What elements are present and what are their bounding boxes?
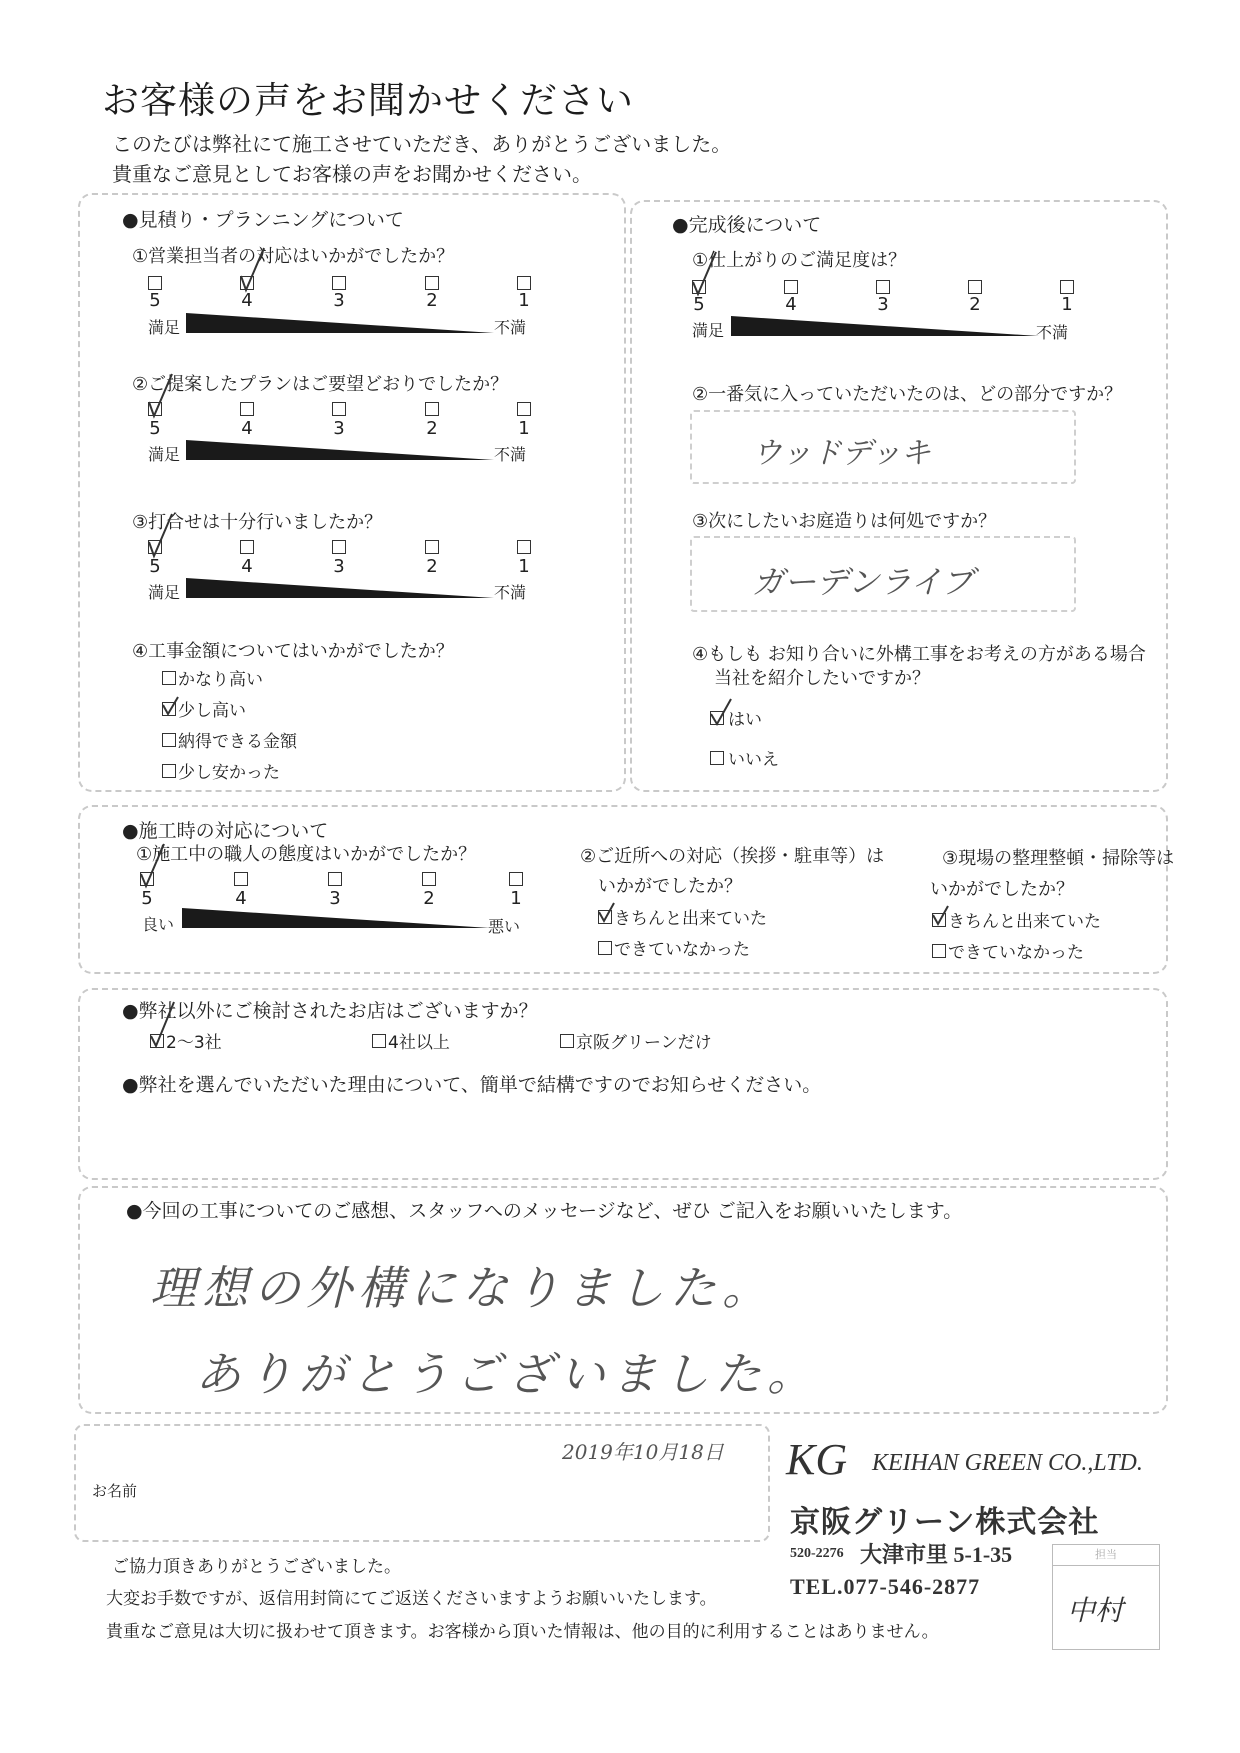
scale-num: 5 bbox=[149, 556, 161, 577]
company-postal: 520-2276 bbox=[790, 1546, 844, 1561]
scale-num: 2 bbox=[426, 556, 438, 577]
reason-heading: ●弊社を選んでいただいた理由について、簡単で結構ですのでお知らせください。 bbox=[122, 1074, 822, 1096]
staff-stamp-box bbox=[1052, 1544, 1160, 1650]
scale-num: 4 bbox=[241, 556, 253, 577]
scale-num: 4 bbox=[785, 294, 797, 315]
referral-option-label: はい bbox=[728, 710, 762, 730]
construction-q1-checkbox-1[interactable] bbox=[509, 872, 523, 886]
after-q1-checkbox-1[interactable] bbox=[1060, 280, 1074, 294]
other-option-checkbox[interactable] bbox=[560, 1034, 574, 1048]
construction-q1: ①施工中の職人の態度はいかがでしたか？ bbox=[136, 844, 477, 865]
scale-num: 5 bbox=[141, 888, 153, 909]
referral-option-label: いいえ bbox=[728, 750, 779, 770]
estimate-q3-checkbox-1[interactable] bbox=[517, 540, 531, 554]
footer-line-1: ご協力頂きありがとうございました。 bbox=[112, 1557, 401, 1577]
cleanup-option-checkbox[interactable] bbox=[932, 944, 946, 958]
scale-num: 1 bbox=[518, 418, 530, 439]
company-logo-mark: KG bbox=[786, 1435, 848, 1484]
satisfaction-wedge bbox=[186, 578, 496, 600]
scale-num: 1 bbox=[518, 556, 530, 577]
scale-num: 4 bbox=[235, 888, 247, 909]
after-q3-answer: ガーデンライブ bbox=[752, 563, 974, 601]
scale-num: 1 bbox=[510, 888, 522, 909]
company-name-en: KEIHAN GREEN CO.,LTD. bbox=[872, 1450, 1143, 1476]
check-mark-icon bbox=[930, 905, 950, 927]
scale-low-label: 不満 bbox=[494, 583, 527, 602]
after-q2: ②一番気に入っていただいたのは、どの部分ですか？ bbox=[692, 384, 1123, 405]
neighbor-option-checkbox[interactable] bbox=[598, 941, 612, 955]
estimate-q3: ③打合せは十分行いましたか？ bbox=[132, 512, 383, 533]
stamp-label: 担当 bbox=[1053, 1545, 1159, 1566]
intro-line-2: 貴重なご意見としてお客様の声をお聞かせください。 bbox=[112, 162, 592, 186]
construction-q3-line2: いかがでしたか？ bbox=[930, 879, 1074, 900]
scale-num: 2 bbox=[969, 294, 981, 315]
scale-low-label: 不満 bbox=[494, 318, 527, 337]
cleanup-option-label: できていなかった bbox=[948, 943, 1084, 963]
estimate-q3-checkbox-3[interactable] bbox=[332, 540, 346, 554]
scale-num: 2 bbox=[423, 888, 435, 909]
name-label: お名前 bbox=[92, 1482, 138, 1500]
check-mark-icon bbox=[146, 512, 174, 560]
estimate-q2-checkbox-1[interactable] bbox=[517, 402, 531, 416]
scale-high-label: 満足 bbox=[692, 321, 725, 340]
company-address: 大津市里 5-1-35 bbox=[860, 1542, 1013, 1567]
after-q1-checkbox-4[interactable] bbox=[784, 280, 798, 294]
check-mark-icon bbox=[138, 842, 166, 890]
price-option-checkbox[interactable] bbox=[162, 764, 176, 778]
after-q1: ①仕上がりのご満足度は？ bbox=[692, 250, 907, 271]
after-q4-line2: 当社を紹介したいですか？ bbox=[714, 668, 930, 689]
date-entry: 2019年10月18日 bbox=[562, 1440, 724, 1464]
scale-num: 1 bbox=[518, 290, 530, 311]
cleanup-option-label: きちんと出来ていた bbox=[948, 912, 1101, 932]
estimate-q3-checkbox-2[interactable] bbox=[425, 540, 439, 554]
after-q2-answer: ウッドデッキ bbox=[752, 436, 931, 471]
check-mark-icon bbox=[238, 246, 266, 296]
other-option-label: 京阪グリーンだけ bbox=[576, 1033, 712, 1053]
construction-q1-checkbox-2[interactable] bbox=[422, 872, 436, 886]
estimate-q1-checkbox-1[interactable] bbox=[517, 276, 531, 290]
scale-num: 5 bbox=[149, 290, 161, 311]
satisfaction-wedge bbox=[186, 440, 496, 462]
scale-num: 3 bbox=[877, 294, 889, 315]
estimate-q3-checkbox-4[interactable] bbox=[240, 540, 254, 554]
after-heading: ●完成後について bbox=[672, 214, 822, 236]
price-option-checkbox[interactable] bbox=[162, 733, 176, 747]
scale-high-label: 満足 bbox=[148, 318, 181, 337]
estimate-heading: ●見積り・プランニングについて bbox=[122, 209, 404, 231]
other-heading: ●弊社以外にご検討されたお店はございますか？ bbox=[122, 1000, 538, 1022]
scale-bad-label: 悪い bbox=[488, 917, 521, 936]
company-tel: TEL.077-546-2877 bbox=[790, 1574, 981, 1599]
estimate-q4: ④工事金額についてはいかがでしたか？ bbox=[132, 641, 454, 662]
estimate-q1-checkbox-5[interactable] bbox=[148, 276, 162, 290]
check-mark-icon bbox=[146, 372, 174, 422]
check-mark-icon bbox=[596, 902, 616, 924]
message-line-2: ありがとうございました。 bbox=[195, 1347, 819, 1401]
other-option-checkbox[interactable] bbox=[372, 1034, 386, 1048]
stamp-name: 中村 bbox=[1067, 1594, 1124, 1627]
estimate-q2-checkbox-4[interactable] bbox=[240, 402, 254, 416]
scale-num: 5 bbox=[693, 294, 705, 315]
intro-line-1: このたびは弊社にて施工させていただき、ありがとうございました。 bbox=[112, 132, 732, 156]
estimate-q2-checkbox-3[interactable] bbox=[332, 402, 346, 416]
footer-line-2: 大変お手数ですが、返信用封筒にてご返送くださいますようお願いいたします。 bbox=[106, 1589, 717, 1609]
scale-high-label: 満足 bbox=[148, 583, 181, 602]
referral-option-checkbox[interactable] bbox=[710, 751, 724, 765]
check-mark-icon bbox=[160, 696, 180, 718]
page-title: お客様の声をお聞かせください bbox=[102, 79, 634, 122]
footer-line-3: 貴重なご意見は大切に扱わせて頂きます。お客様から頂いた情報は、他の目的に利用することはありません。 bbox=[106, 1622, 939, 1642]
estimate-q1: ①営業担当者の対応はいかがでしたか？ bbox=[132, 246, 455, 267]
after-q4-line1: ④もしも お知り合いに外構工事をお考えの方がある場合 bbox=[692, 644, 1146, 665]
scale-num: 4 bbox=[241, 290, 253, 311]
scale-num: 4 bbox=[241, 418, 253, 439]
price-option-label: 少し安かった bbox=[178, 763, 280, 783]
after-q3: ③次にしたいお庭造りは何処ですか？ bbox=[692, 511, 997, 532]
after-q1-checkbox-2[interactable] bbox=[968, 280, 982, 294]
price-option-label: 少し高い bbox=[178, 701, 246, 721]
construction-q3-line1: ③現場の整理整頓・掃除等は bbox=[942, 848, 1175, 869]
scale-low-label: 不満 bbox=[494, 445, 527, 464]
satisfaction-wedge bbox=[731, 316, 1041, 338]
scale-num: 3 bbox=[329, 888, 341, 909]
estimate-q2: ②ご提案したプランはご要望どおりでしたか？ bbox=[132, 374, 509, 395]
satisfaction-wedge bbox=[182, 908, 492, 930]
price-option-checkbox[interactable] bbox=[162, 671, 176, 685]
message-line-1: 理想の外構になりました。 bbox=[150, 1261, 774, 1315]
estimate-q1-checkbox-3[interactable] bbox=[332, 276, 346, 290]
scale-high-label: 満足 bbox=[148, 445, 181, 464]
satisfaction-wedge bbox=[186, 313, 496, 335]
scale-num: 3 bbox=[333, 290, 345, 311]
scale-num: 5 bbox=[149, 418, 161, 439]
construction-q1-checkbox-4[interactable] bbox=[234, 872, 248, 886]
construction-q2-line1: ②ご近所への対応（挨拶・駐車等）は bbox=[580, 846, 885, 867]
scale-good-label: 良い bbox=[142, 915, 175, 934]
construction-q2-line2: いかがでしたか？ bbox=[598, 876, 742, 897]
company-name-ja: 京阪グリーン株式会社 bbox=[790, 1506, 1100, 1539]
estimate-q2-checkbox-2[interactable] bbox=[425, 402, 439, 416]
estimate-q1-checkbox-2[interactable] bbox=[425, 276, 439, 290]
scale-num: 3 bbox=[333, 556, 345, 577]
neighbor-option-label: できていなかった bbox=[614, 940, 750, 960]
message-heading: ●今回の工事についてのご感想、スタッフへのメッセージなど、ぜひ ご記入をお願いいたします。 bbox=[126, 1200, 963, 1222]
scale-num: 3 bbox=[333, 418, 345, 439]
scale-low-label: 不満 bbox=[1036, 323, 1069, 342]
neighbor-option-label: きちんと出来ていた bbox=[614, 909, 767, 929]
scale-num: 2 bbox=[426, 418, 438, 439]
check-mark-icon bbox=[690, 250, 718, 300]
price-option-label: 納得できる金額 bbox=[178, 732, 297, 752]
construction-heading: ●施工時の対応について bbox=[122, 820, 329, 842]
after-q1-checkbox-3[interactable] bbox=[876, 280, 890, 294]
construction-q1-checkbox-3[interactable] bbox=[328, 872, 342, 886]
other-option-label: 4社以上 bbox=[388, 1033, 450, 1053]
scale-num: 1 bbox=[1061, 294, 1073, 315]
scale-num: 2 bbox=[426, 290, 438, 311]
price-option-label: かなり高い bbox=[178, 670, 263, 690]
other-option-label: 2～3社 bbox=[166, 1033, 222, 1053]
